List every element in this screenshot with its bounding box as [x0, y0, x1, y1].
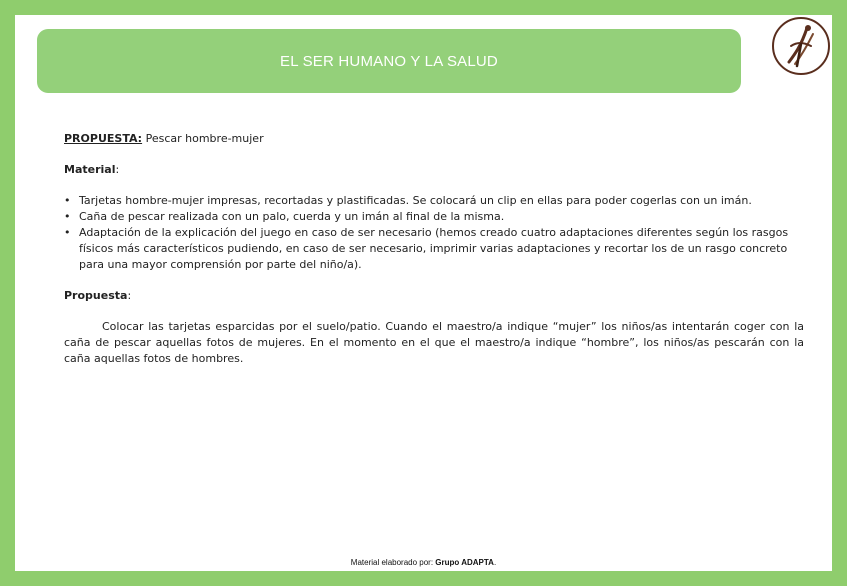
- proposal-line: [64, 131, 804, 147]
- footer-suffix: .: [493, 558, 497, 567]
- propuesta-colon: :: [127, 289, 132, 302]
- header-banner: [37, 29, 741, 93]
- stylized-figure-logo-icon: [771, 16, 831, 76]
- list-item: • Tarjetas hombre-mujer impresas, recortadas y plastificadas. Se colocará un clip en ellas para poder cogerlas con un imán.: [79, 193, 804, 209]
- propuesta-heading: Propuesta: [64, 289, 128, 302]
- proposal-value: Pescar hombre-mujer: [145, 132, 264, 145]
- footer-prefix: Material elaborado por:: [350, 558, 436, 567]
- list-item: • Caña de pescar realizada con un palo, cuerda y un imán al final de la misma.: [79, 209, 804, 225]
- footer-credit: [0, 558, 847, 567]
- proposal-label: PROPUESTA:: [64, 132, 143, 145]
- page-title: EL SER HUMANO Y LA SALUD: [280, 52, 498, 70]
- list-item: • Adaptación de la explicación del juego en caso de ser necesario (hemos creado cuatro adaptaciones diferentes según los rasgos físicos más característicos pudiendo, en caso de ser necesario, imprimir varias adaptaciones y recortar los de un rasgo concreto para una mayor comprensión por parte del niño/a).: [79, 225, 804, 273]
- material-list: [64, 193, 804, 273]
- propuesta-heading-row: [64, 288, 804, 304]
- material-colon: :: [115, 163, 120, 176]
- material-heading-row: [64, 162, 804, 178]
- propuesta-paragraph: Colocar las tarjetas esparcidas por el suelo/patio. Cuando el maestro/a indique “mujer” los niños/as intentarán coger con la caña de pescar aquellas fotos de mujeres. En el momento en el que el maestro/a indique “hombre”, los niños/as pescarán con la caña aquellas fotos de hombres.: [64, 320, 804, 365]
- footer-author: Grupo ADAPTA: [435, 558, 494, 567]
- document-body: [64, 131, 804, 367]
- material-heading: Material: [64, 163, 116, 176]
